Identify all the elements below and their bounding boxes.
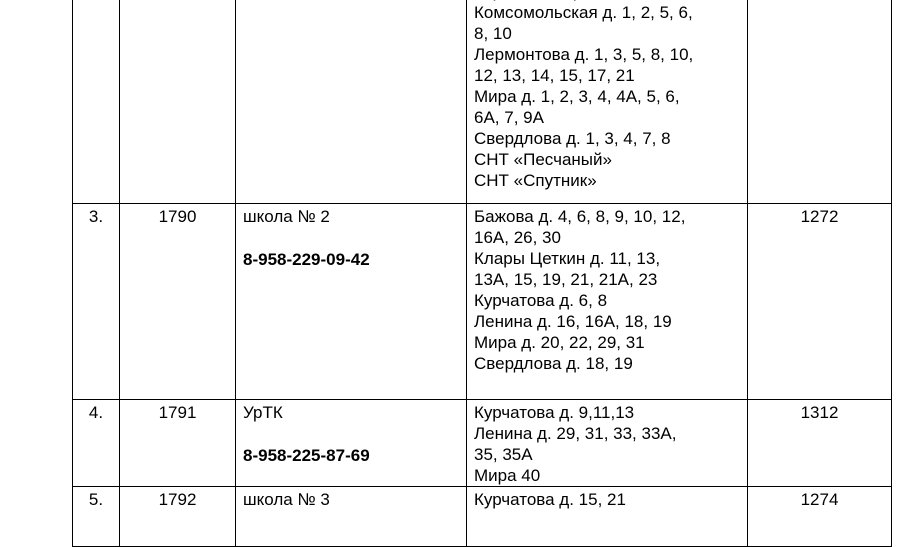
station-phone: 8-958-229-09-42 <box>243 250 370 269</box>
station-place: школа № 2 <box>243 207 330 226</box>
address-line: Бажова д. 4, 6, 8, 9, 10, 12, <box>474 207 686 226</box>
address-line: 16А, 26, 30 <box>474 228 561 247</box>
voter-count: 1272 <box>800 207 839 226</box>
station-code: 1790 <box>158 207 197 226</box>
station-place: УрТК <box>243 403 283 422</box>
voter-count-cell <box>748 204 892 400</box>
table-row <box>73 204 892 400</box>
voter-count-cell <box>748 487 892 547</box>
address-line: Свердлова д. 18, 19 <box>474 354 633 373</box>
polling-stations-table <box>72 0 892 547</box>
row-number: 4. <box>88 403 104 422</box>
table-row <box>73 487 892 547</box>
station-code-cell <box>120 0 236 204</box>
voter-count-cell <box>748 0 892 204</box>
address-line: Курчатова д. 15, 21 <box>474 490 626 509</box>
station-location-cell <box>236 400 467 487</box>
address-line: 8, 10 <box>474 24 512 43</box>
station-code-cell <box>120 204 236 400</box>
station-code-cell <box>120 400 236 487</box>
table-row <box>73 400 892 487</box>
address-line: 12, 13, 14, 15, 17, 21 <box>474 66 635 85</box>
address-line: СНТ «Песчаный» <box>474 150 612 169</box>
station-code-cell <box>120 487 236 547</box>
addresses-cell <box>467 0 748 204</box>
address-line: Комсомольская д. 1, 2, 5, 6, <box>474 3 693 22</box>
row-number-cell <box>73 204 120 400</box>
address-line: 6А, 7, 9А <box>474 108 544 127</box>
row-number-cell <box>73 487 120 547</box>
station-location-cell <box>236 204 467 400</box>
row-number-cell <box>73 400 120 487</box>
station-location-cell <box>236 487 467 547</box>
address-line: СНТ «Спутник» <box>474 171 597 190</box>
voter-count: 1274 <box>800 490 839 509</box>
station-phone: 8-958-225-87-69 <box>243 446 370 465</box>
address-line: Свердлова д. 1, 3, 4, 7, 8 <box>474 129 671 148</box>
voter-count-cell <box>748 400 892 487</box>
addresses-cell <box>467 487 748 547</box>
row-number-cell <box>73 0 120 204</box>
address-line: Курчатова д. 9,11,13 <box>474 403 635 422</box>
addresses-cell <box>467 204 748 400</box>
address-line: Лермонтова д. 1, 3, 5, 8, 10, <box>474 45 694 64</box>
address-line: Клары Цеткин д. 11, 13, <box>474 249 661 268</box>
address-line: Мира д. 1, 2, 3, 4, 4А, 5, 6, <box>474 87 680 106</box>
address-line: Ленина д. 29, 31, 33, 33А, <box>474 424 677 443</box>
table-row <box>73 0 892 204</box>
station-code: 1791 <box>158 403 197 422</box>
voter-count: 1312 <box>800 403 839 422</box>
address-line: 13А, 15, 19, 21, 21А, 23 <box>474 270 658 289</box>
row-number: 5. <box>88 490 104 509</box>
addresses-cell <box>467 400 748 487</box>
station-place: школа № 3 <box>243 490 330 509</box>
address-line: 35, 35А <box>474 445 533 464</box>
station-location-cell <box>236 0 467 204</box>
row-number: 3. <box>88 207 104 226</box>
station-code: 1792 <box>158 490 197 509</box>
address-line: Мира д. 20, 22, 29, 31 <box>474 333 645 352</box>
address-line: Курчатова д. 6, 8 <box>474 291 608 310</box>
address-line: Мира 40 <box>474 466 541 485</box>
address-line: Ленина д. 16, 16А, 18, 19 <box>474 312 672 331</box>
